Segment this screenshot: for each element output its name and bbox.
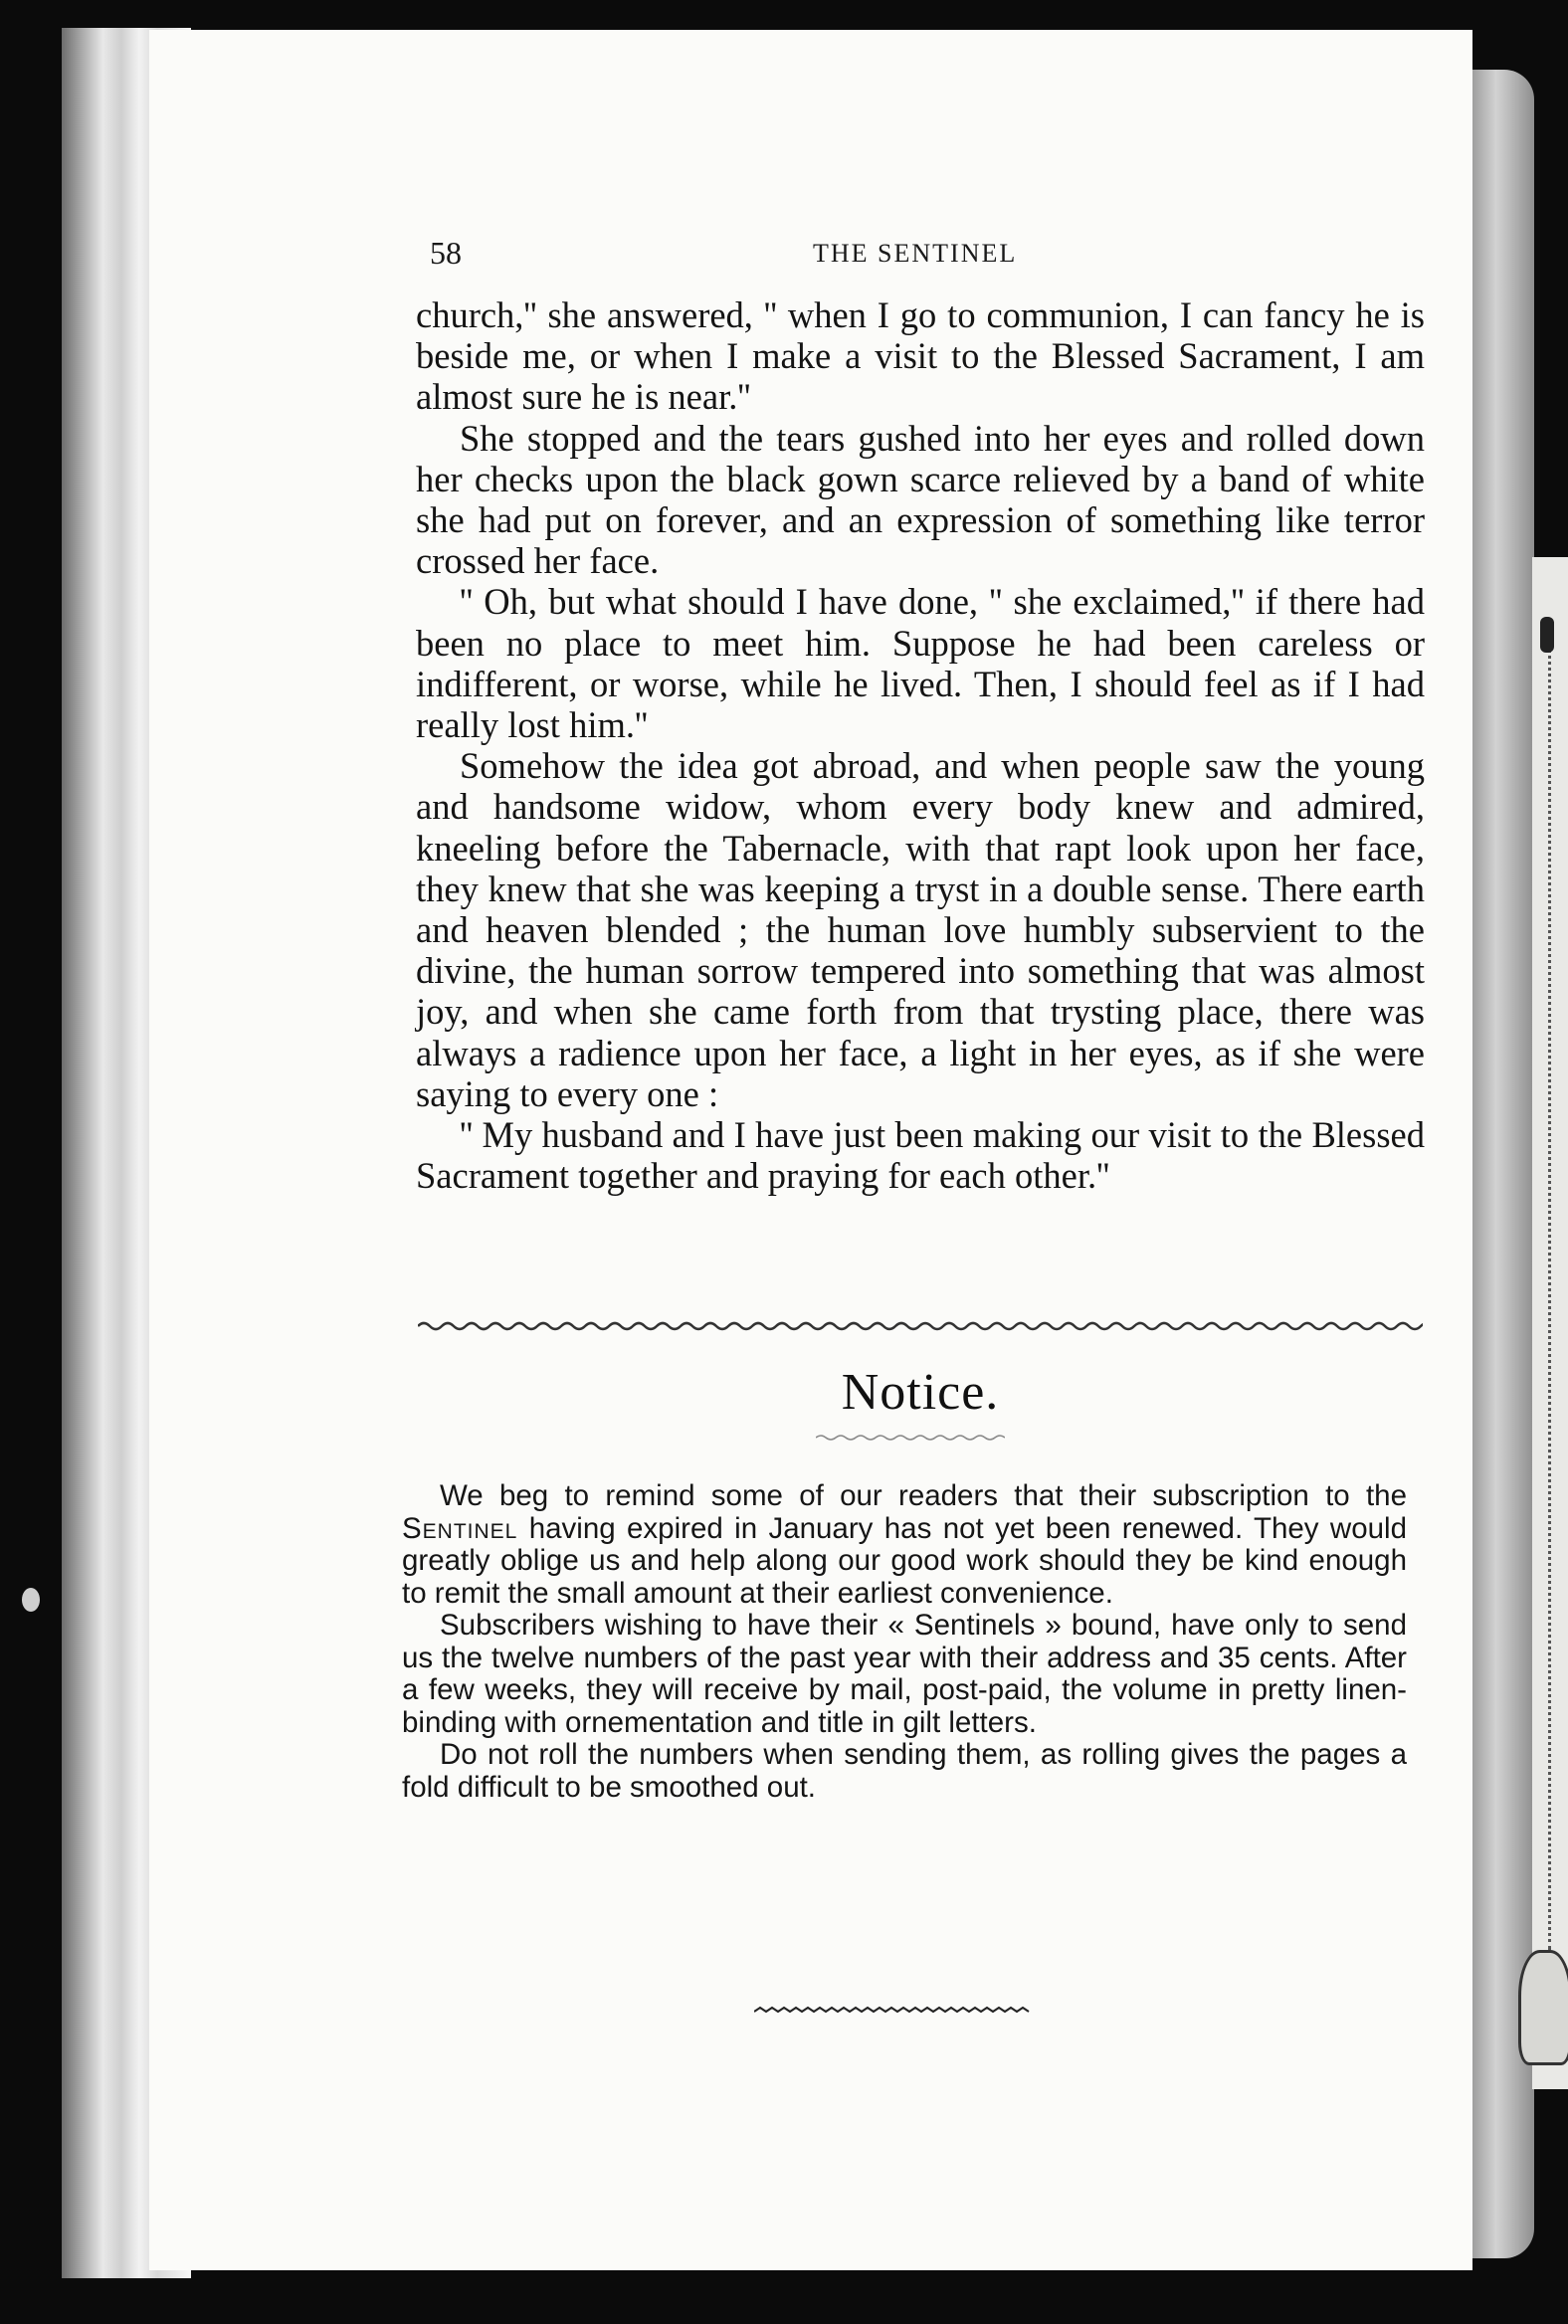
facing-page-ornament-border (1548, 637, 1559, 1950)
running-title: THE SENTINEL (813, 239, 1018, 268)
right-binding-edge (1470, 70, 1534, 2258)
sentinel-name: Sentinel (402, 1511, 518, 1545)
page-number: 58 (430, 235, 462, 271)
notice-paragraph: Subscribers wishing to have their « Sentinels » bound, have only to send us the twelve numbers of the past year with their address and 35 cents. After a few weeks, they will receive by mail, post-paid, the volume in pretty linen-binding with ornementation and title in gilt letters. (402, 1609, 1407, 1739)
story-paragraph: She stopped and the tears gushed into her eyes and rolled down her checks upon the black gown scarce relieved by a band of white she had put on forever, and an expression of something like terror crossed her face. (416, 417, 1425, 582)
notice-p1-end: having expired in January has not yet been renewed. They would greatly oblige us and help along our good work should they be kind enough to remit the small amount at their earliest convenience. (402, 1511, 1407, 1610)
section-divider (418, 1317, 1423, 1335)
story-paragraph: '' Oh, but what should I have done, '' she exclaimed,'' if there had been no place to meet him. Suppose he had been careless or indifferent, or worse, while he lived. Then, I should feel as if I had really lost him.'' (416, 581, 1425, 746)
notice-paragraph (402, 1480, 1407, 1610)
notice-p1-start: We beg to remind some of our readers that their subscription to the (440, 1479, 1407, 1512)
notice-title: Notice. (841, 1364, 1000, 1421)
story-text (416, 294, 1425, 1196)
title-underline (816, 1433, 1005, 1443)
facing-page-ornament-bottom (1518, 1950, 1568, 2065)
notice-paragraph: Do not roll the numbers when sending them, as rolling gives the pages a fold difficult to be smoothed out. (402, 1738, 1407, 1804)
story-paragraph: church,'' she answered, '' when I go to communion, I can fancy he is beside me, or when I make a visit to the Blessed Sacrament, I am almost sure he is near.'' (416, 294, 1425, 418)
page-header (430, 235, 1445, 279)
story-paragraph: '' My husband and I have just been making our visit to the Blessed Sacrament together and praying for each other.'' (416, 1114, 1425, 1197)
end-ornament (754, 2005, 1043, 2019)
facing-page-ornament-top (1540, 617, 1554, 653)
story-paragraph: Somehow the idea got abroad, and when people saw the young and handsome widow, whom every body knew and admired, kneeling before the Tabernacle, with that rapt look upon her face, they knew that she was keeping a tryst in a double sense. There earth and heaven blended ; the human love humbly subservient to the divine, the human sorrow tempered into something that was almost joy, and when she came forth from that trysting place, there was always a radience upon her face, a light in her eyes, as if she were saying to every one : (416, 745, 1425, 1114)
notice-text (402, 1480, 1407, 1804)
page-tab-mark (22, 1588, 40, 1612)
